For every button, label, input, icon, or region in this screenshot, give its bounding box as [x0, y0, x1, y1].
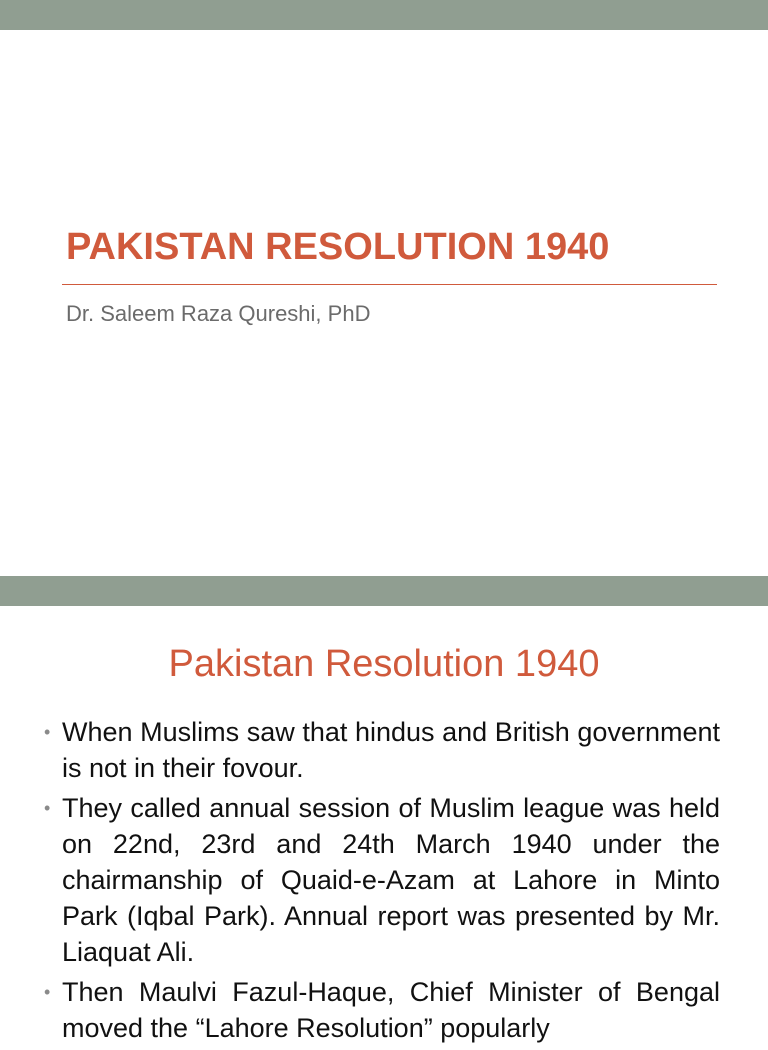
bullet-icon: • [44, 982, 51, 1002]
title-underline [62, 284, 717, 285]
bullet-text: Then Maulvi Fazul-Haque, Chief Minister of Bengal moved the “Lahore Resolution” popularly [62, 977, 720, 1043]
bullet-item [44, 974, 720, 1046]
slide-1-subtitle: Dr. Saleem Raza Qureshi, PhD [66, 301, 371, 326]
bullet-text: They called annual session of Muslim league was held on 22nd, 23rd and 24th March 1940 under the chairmanship of Quaid-e-Azam at Lahore in Minto Park (Iqbal Park). Annual report was presented by Mr. Liaquat Ali. [62, 793, 720, 967]
slide-separator [0, 576, 768, 606]
slide-2-title: Pakistan Resolution 1940 [168, 643, 600, 685]
bullet-text: When Muslims saw that hindus and British government is not in their fovour. [62, 717, 720, 783]
bullet-item [44, 790, 720, 970]
bullet-icon: • [44, 798, 51, 818]
slide-1-title: PAKISTAN RESOLUTION 1940 [66, 226, 610, 268]
bullet-list [44, 714, 720, 1050]
slide-1 [0, 30, 768, 576]
slide-separator-top [0, 0, 768, 30]
bullet-icon: • [44, 722, 51, 742]
slide-2 [0, 606, 768, 1043]
bullet-item [44, 714, 720, 786]
